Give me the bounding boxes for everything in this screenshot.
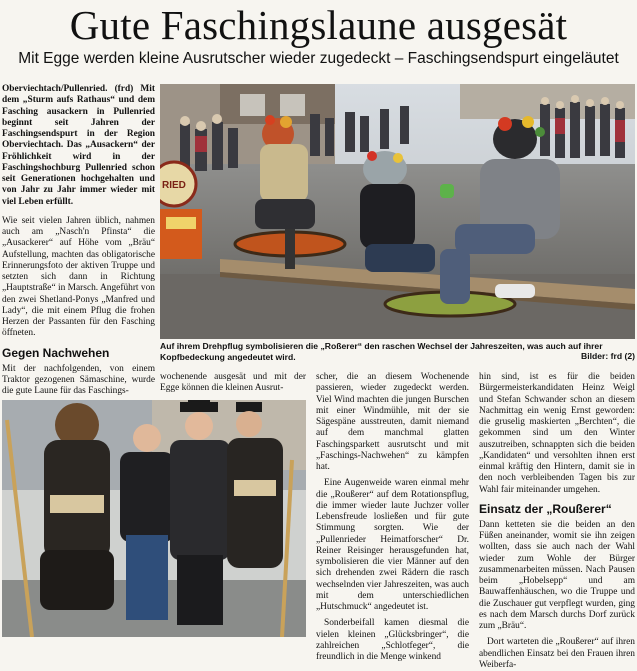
subheading-nachwehen: Gegen Nachwehen xyxy=(2,345,110,360)
column-3-paragraph-3: Sonderbeifall kamen diesmal die vielen kleinen „Glücksbringer“, die zahlreichen „Schlotfeger“, die freundlich in die Menge winkend xyxy=(316,618,469,662)
column-3-paragraph-1: scher, die an diesem Wochenende passieren, wieder zugedeckt werden. Viel Wind machten die jungen Burschen mit einer Windmühle, mit der sie Sägespäne ausstreuten, damit niemand auf dem manchmal glatten Faschingsparkett ausrutscht und mit „Faschings-Nachwehen“ zu kämpfen hat. xyxy=(316,372,469,472)
column-4-paragraph-2: Dann ketteten sie die beiden an den Füßen aneinander, womit sie ihn zeigen wollten, dass sie auch nach der Wahl wieder zum Wohle der Bürger zusammenarbeiten müssen. Nach Pausen beim „Hobelsepp“ und am Bauwaffenhäuschen, wo die Truppe und die Zuschauer gut verpflegt wurden, ging es nach dem Marsch durchs Dorf zurück zum „Bräu“. xyxy=(479,519,635,631)
subheadline: Mit Egge werden kleine Ausrutscher wieder zugedeckt – Faschingsendspurt eingeläutet xyxy=(18,50,619,67)
paragraph-1: Wie seit vielen Jahren üblich, nahmen auch am „Nasch'n Pfinsta“ die „Ausackerer“ auf Höhe vom „Bräu“ Aufstellung, machten das obligatorische Erinnerungsfoto der aktiven Truppe und setzten sich dann in Richtung „Hauptstraße“ in Marsch. Angeführt von den zwei Shetland-Ponys „Manfred und Lady“, die mit einem Pflug die frohen Herzen der Passanten für den Fasching öffneten. xyxy=(2,215,155,339)
photo-credit: Bilder: frd (2) xyxy=(581,351,635,361)
lead-paragraph: Oberviechtach/Pullenried. (frd) Mit dem „Sturm aufs Rathaus“ und dem Fasching ausackern in Pullenried beginnt seit Jahren der Faschingsendspurt in der Region Oberviechtach. Das „Ausackern“ der Fröhlichkeit wird in der Faschingshochburg Pullenried schon seit Generationen hochgehalten und von Jahr zu Jahr immer wieder mit viel Leben erfüllt. xyxy=(2,84,155,207)
photo-group xyxy=(2,400,306,637)
photo-caption: Auf ihrem Drehpflug symbolisieren die „Roßerer“ den raschen Wechsel der Jahreszeiten, was auch auf ihrer Kopfbedeckung angedeutet wird. xyxy=(160,341,603,362)
column-3 xyxy=(316,372,469,663)
column-4-paragraph-3: Dort warteten die „Roußerer“ auf ihren abendlichen Einsatz bei den Frauen ihren Weiberfa- xyxy=(479,637,635,670)
photo-group-image xyxy=(2,400,306,637)
left-column xyxy=(2,84,155,397)
sign-text: RIED xyxy=(162,180,186,191)
column-4-paragraph-1: hin sind, ist es für die beiden Bürgermeisterkandidaten Heinz Weigl und Stefan Schwander schon an diesem Nachmittag ein wenig Ernst geworden: die gruselig maskierten „Berchten“, die gekommen sind um den Winter auszutreiben, schnappten sich die beiden „Kandidaten“ und versohlten ihnen erst einmal kräftig den Hintern, damit sie in den noch verbleibenden Tagen bis zur Wahl fair miteinander umgehen. xyxy=(479,372,635,495)
column-3-paragraph-2: Eine Augenweide waren einmal mehr die „Roußerer“ auf dem Rotationspflug, die immer wieder laute Juchzer voller Lebensfreude losließen und für gute Stimmung sorgten. Wie der „Pullenrieder Heimatforscher“ Dr. Reiner Reisinger herausgefunden hat, symbolisieren die vier Männer auf den sich drehenden zwei Rädern die rasch wechselnden vier Jahreszeiten, was auch mit dem unterschiedlichen „Hutschmuck“ angedeutet ist. xyxy=(316,478,469,612)
paragraph-2b: wochenende ausgesät und mit der Egge können die kleinen Ausrut- xyxy=(160,372,306,394)
photo-rotation-plow-image xyxy=(160,84,635,339)
column-4 xyxy=(479,372,635,671)
photo-rotation-plow xyxy=(160,84,635,339)
headline: Gute Faschingslaune ausgesät xyxy=(69,2,568,48)
subheading-einsatz: Einsatz der „Roußerer“ xyxy=(479,501,612,516)
paragraph-2b-column xyxy=(160,372,306,395)
paragraph-2a: Mit der nachfolgenden, von einem Traktor gezogenen Sämaschine, wurde die gute Laune für das Faschings- xyxy=(2,363,155,396)
